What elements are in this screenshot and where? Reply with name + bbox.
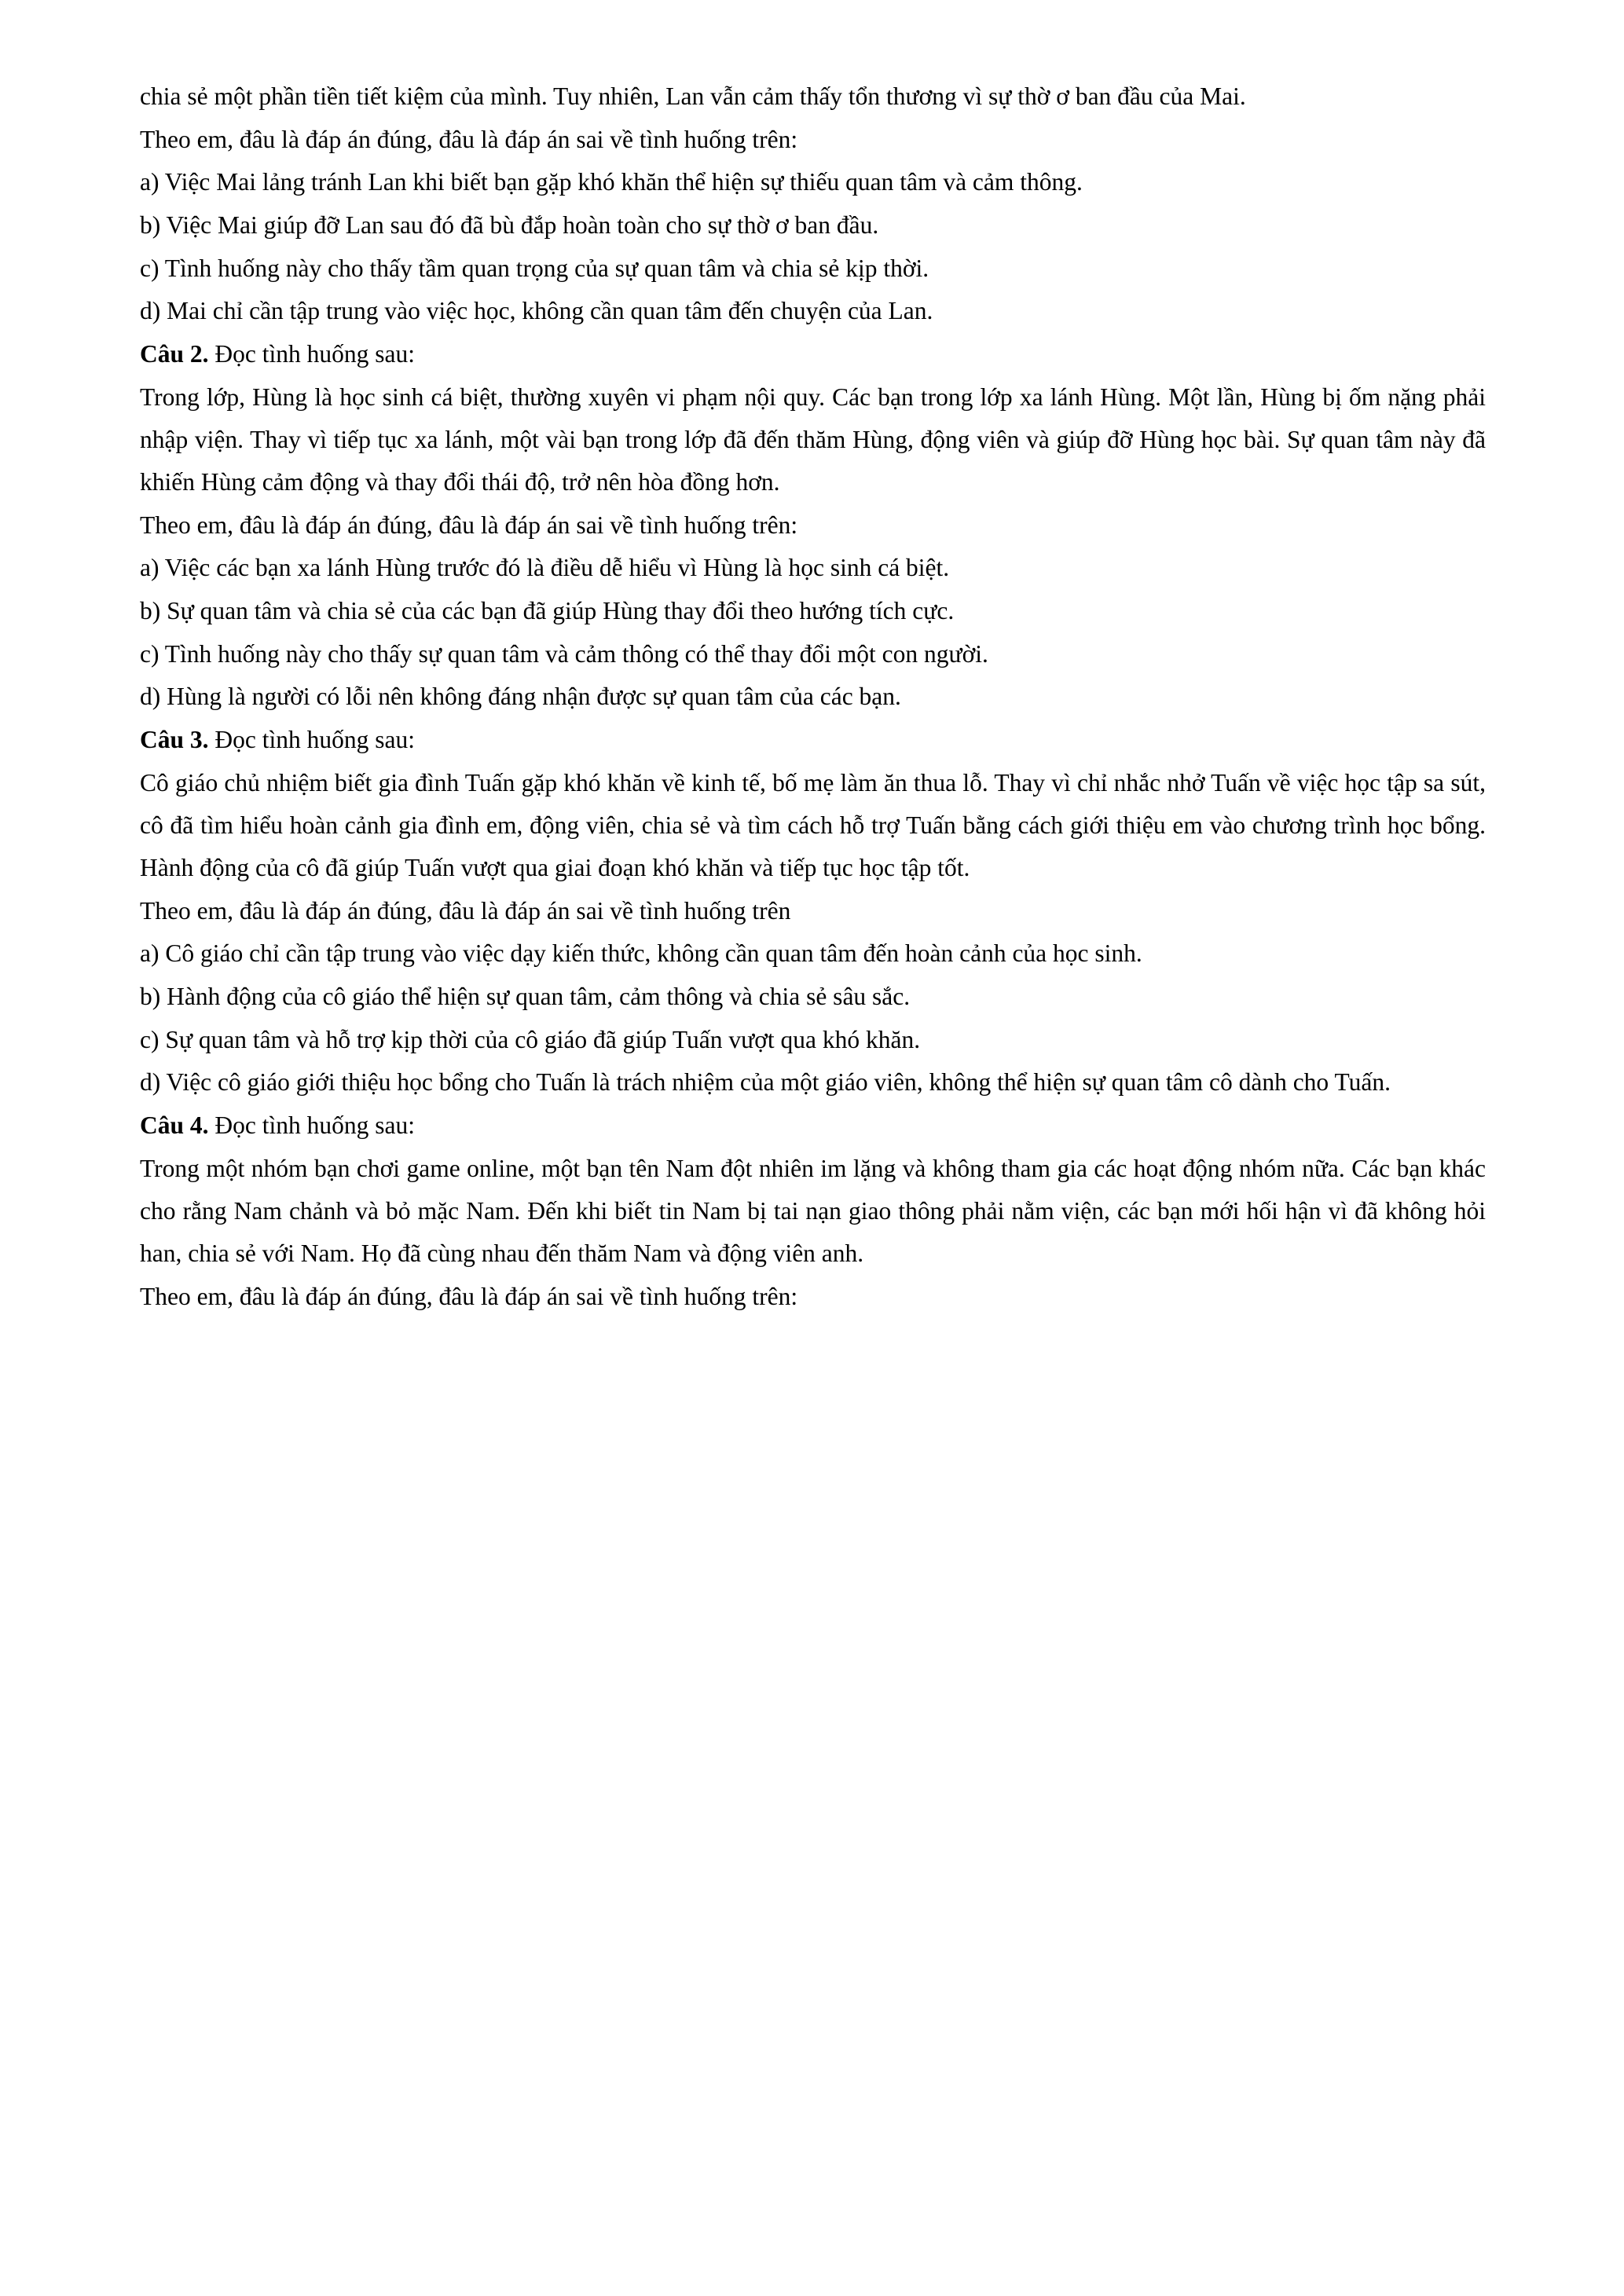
question-2-heading xyxy=(140,333,1486,375)
question-3-prompt: Theo em, đâu là đáp án đúng, đâu là đáp án sai về tình huống trên xyxy=(140,896,791,925)
question-4-scenario: Trong một nhóm bạn chơi game online, một bạn tên Nam đột nhiên im lặng và không tham gia các hoạt động nhóm nữa. Các bạn khác cho rằng Nam chảnh và bỏ mặc Nam. Đến khi biết tin Nam bị tai nạn giao thông phải nằm viện, các bạn mới hối hận vì đã không hỏi han, chia sẻ với Nam. Họ đã cùng nhau đến thăm Nam và động viên anh. xyxy=(140,1154,1486,1268)
question-4-heading xyxy=(140,1104,1486,1147)
question-2-scenario: Trong lớp, Hùng là học sinh cá biệt, thường xuyên vi phạm nội quy. Các bạn trong lớp xa lánh Hùng. Một lần, Hùng bị ốm nặng phải nhập viện. Thay vì tiếp tục xa lánh, một vài bạn trong lớp đã đến thăm Hùng, động viên và giúp đỡ Hùng học bài. Sự quan tâm này đã khiến Hùng cảm động và thay đổi thái độ, trở nên hòa đồng hơn. xyxy=(140,383,1486,496)
question-2-option-c: c) Tình huống này cho thấy sự quan tâm và cảm thông có thể thay đổi một con người. xyxy=(140,639,988,668)
question-2-option-a: a) Việc các bạn xa lánh Hùng trước đó là điều dễ hiểu vì Hùng là học sinh cá biệt. xyxy=(140,554,950,582)
document-body xyxy=(140,75,1486,1318)
question-3-option-c: c) Sự quan tâm và hỗ trợ kịp thời của cô giáo đã giúp Tuấn vượt qua khó khăn. xyxy=(140,1025,921,1053)
question-2-prompt: Theo em, đâu là đáp án đúng, đâu là đáp án sai về tình huống trên: xyxy=(140,511,798,539)
question-3-heading-rest: Đọc tình huống sau: xyxy=(208,726,416,754)
question-3-scenario: Cô giáo chủ nhiệm biết gia đình Tuấn gặp khó khăn về kinh tế, bố mẹ làm ăn thua lỗ. Thay vì chỉ nhắc nhở Tuấn về việc học tập sa sút, cô đã tìm hiểu hoàn cảnh gia đình em, động viên, chia sẻ và tìm cách hỗ trợ Tuấn bằng cách giới thiệu em vào chương trình học bổng. Hành động của cô đã giúp Tuấn vượt qua giai đoạn khó khăn và tiếp tục học tập tốt. xyxy=(140,768,1486,882)
question-1-option-c: c) Tình huống này cho thấy tầm quan trọng của sự quan tâm và chia sẻ kịp thời. xyxy=(140,254,929,282)
question-2-heading-rest: Đọc tình huống sau: xyxy=(208,340,416,368)
question-2-label: Câu 2. xyxy=(140,340,209,368)
question-3-label: Câu 3. xyxy=(140,726,209,754)
question-2-option-b: b) Sự quan tâm và chia sẻ của các bạn đã giúp Hùng thay đổi theo hướng tích cực. xyxy=(140,597,955,625)
question-3-option-b: b) Hành động của cô giáo thể hiện sự quan tâm, cảm thông và chia sẻ sâu sắc. xyxy=(140,983,911,1011)
question-3-option-d: d) Việc cô giáo giới thiệu học bổng cho Tuấn là trách nhiệm của một giáo viên, không thể hiện sự quan tâm cô dành cho Tuấn. xyxy=(140,1068,1391,1097)
question-4-prompt: Theo em, đâu là đáp án đúng, đâu là đáp án sai về tình huống trên: xyxy=(140,1282,798,1310)
question-3-heading xyxy=(140,719,1486,761)
question-4-label: Câu 4. xyxy=(140,1111,209,1140)
paragraph-continuation: chia sẻ một phần tiền tiết kiệm của mình. Tuy nhiên, Lan vẫn cảm thấy tổn thương vì sự thờ ơ ban đầu của Mai. xyxy=(140,82,1246,110)
question-1-option-a: a) Việc Mai lảng tránh Lan khi biết bạn gặp khó khăn thể hiện sự thiếu quan tâm và cảm thông. xyxy=(140,168,1083,196)
question-1-option-d: d) Mai chỉ cần tập trung vào việc học, không cần quan tâm đến chuyện của Lan. xyxy=(140,297,933,325)
question-1-prompt: Theo em, đâu là đáp án đúng, đâu là đáp án sai về tình huống trên: xyxy=(140,125,798,153)
question-4-heading-rest: Đọc tình huống sau: xyxy=(208,1111,416,1140)
question-3-option-a: a) Cô giáo chỉ cần tập trung vào việc dạy kiến thức, không cần quan tâm đến hoàn cảnh của học sinh. xyxy=(140,939,1142,968)
question-1-option-b: b) Việc Mai giúp đỡ Lan sau đó đã bù đắp hoàn toàn cho sự thờ ơ ban đầu. xyxy=(140,211,879,240)
question-2-option-d: d) Hùng là người có lỗi nên không đáng nhận được sự quan tâm của các bạn. xyxy=(140,683,901,711)
